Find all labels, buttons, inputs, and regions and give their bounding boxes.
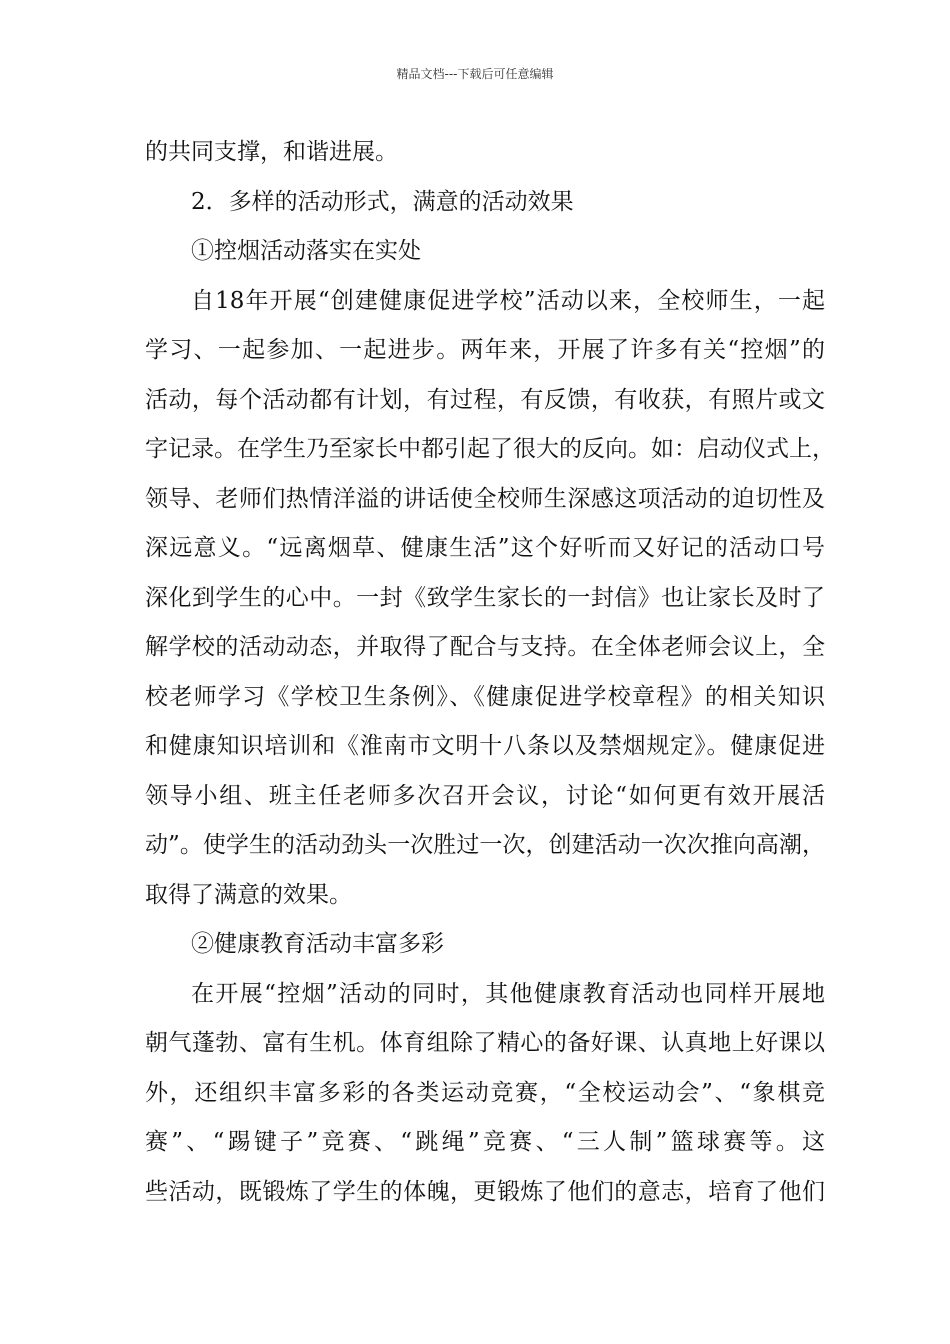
text-line: 些活动，既锻炼了学生的体魄，更锻炼了他们的意志，培育了他们 xyxy=(145,1178,825,1205)
text-line: 朝气蓬勃、富有生机。体育组除了精心的备好课、认真地上好课以 xyxy=(145,1030,825,1056)
text-line: 深化到学生的心中。一封《致学生家长的一封信》也让家长及时了 xyxy=(145,584,825,611)
text-line: 在开展“控烟”活动的同时，其他健康教育活动也同样开展地 xyxy=(191,980,825,1007)
text-line: 外，还组织丰富多彩的各类运动竞赛，“全校运动会”、“象棋竞 xyxy=(145,1079,825,1106)
text-line: 学习、一起参加、一起进步。两年来，开展了许多有关“控烟”的 xyxy=(145,337,825,363)
text-line: 活动，每个活动都有计划，有过程，有反馈，有收获，有照片或文 xyxy=(145,386,825,413)
text-line: 和健康知识培训和《淮南市文明十八条以及禁烟规定》。健康促进 xyxy=(145,733,825,759)
text-line: 深远意义。“远离烟草、健康生活”这个好听而又好记的活动口号 xyxy=(145,535,825,561)
text-line: 领导小组、班主任老师多次召开会议，讨论“如何更有效开展活 xyxy=(145,782,825,809)
document-body xyxy=(145,128,835,1217)
text-line: 解学校的活动动态，并取得了配合与支持。在全体老师会议上，全 xyxy=(145,634,825,660)
text-line: 字记录。在学生乃至家长中都引起了很大的反向。如：启动仪式上， xyxy=(145,436,835,462)
text-line: 取得了满意的效果。 xyxy=(145,881,352,908)
text-line: ①控烟活动落实在实处 xyxy=(191,238,421,264)
page-header: 精品文档---下载后可任意编辑 xyxy=(396,67,554,81)
text-line: 校老师学习《学校卫生条例》、《健康促进学校章程》的相关知识 xyxy=(145,683,825,710)
text-line: 领导、老师们热情洋溢的讲话使全校师生深感这项活动的迫切性及 xyxy=(145,485,825,512)
text-line: 自18年开展“创建健康促进学校”活动以来，全校师生，一起 xyxy=(191,287,825,314)
text-line: 2．多样的活动形式，满意的活动效果 xyxy=(191,188,574,215)
text-line: 赛”、“踢键子”竞赛、“跳绳”竞赛、“三人制”篮球赛等。这 xyxy=(145,1129,825,1155)
text-line: 动”。使学生的活动劲头一次胜过一次，创建活动一次次推向高潮， xyxy=(145,832,825,858)
text-line: 的共同支撑，和谐进展。 xyxy=(145,139,398,165)
text-line: ②健康教育活动丰富多彩 xyxy=(191,931,444,957)
